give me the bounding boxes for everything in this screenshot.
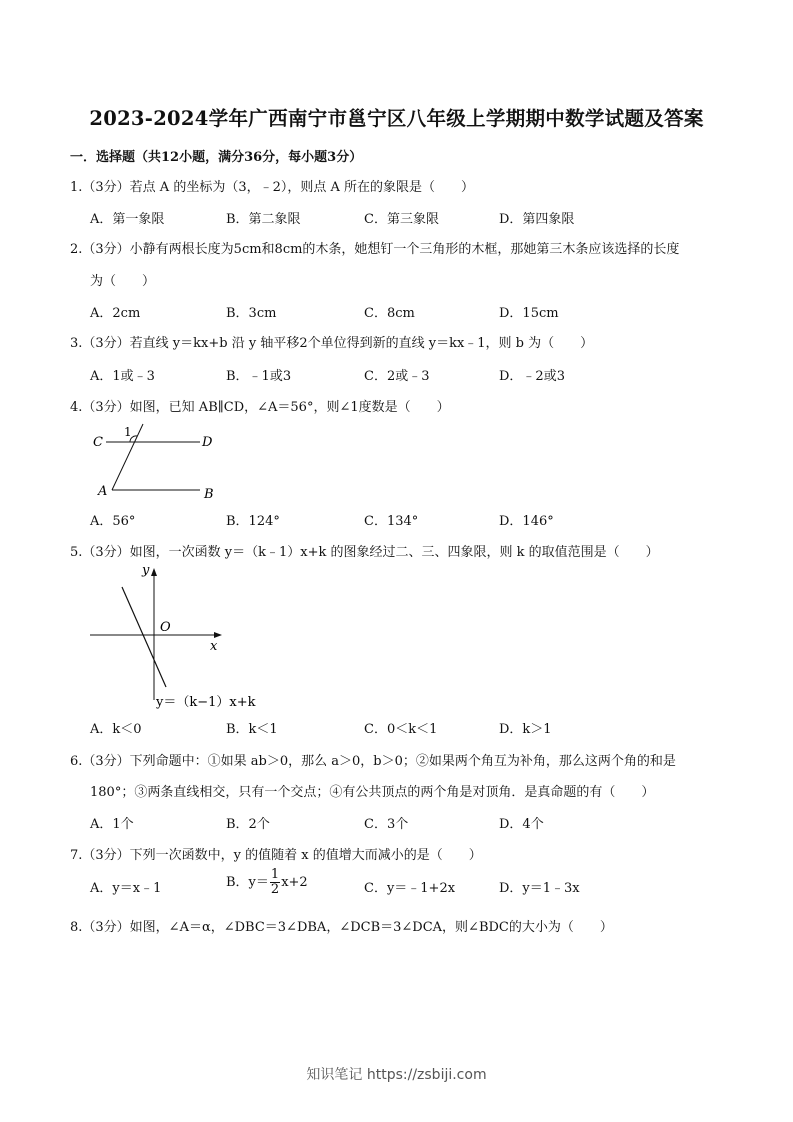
question-2-cont: 为（ ） [90, 274, 156, 289]
q3-option-b: B．﹣1或3 [226, 369, 292, 384]
q4-option-a: A．56° [90, 514, 136, 529]
q4-parallel-lines-figure [88, 422, 228, 504]
x-axis-arrow [214, 632, 222, 638]
q5-option-d: D．k＞1 [499, 722, 552, 737]
q2-option-d: D．15cm [499, 306, 559, 321]
label-1: 1 [124, 425, 132, 439]
q6-option-d: D．4个 [499, 817, 544, 832]
label-c: C [93, 435, 103, 450]
q1-option-c: C．第三象限 [364, 212, 439, 227]
q1-option-b: B．第二象限 [226, 212, 301, 227]
function-line [122, 587, 166, 687]
fraction [270, 868, 280, 897]
q1-option-a: A．第一象限 [90, 212, 165, 227]
q5-option-c: C．0＜k＜1 [364, 722, 438, 737]
q1-option-d: D．第四象限 [499, 212, 575, 227]
question-8: 8.（3分）如图，∠A＝α，∠DBC＝3∠DBA，∠DCB＝3∠DCA，则∠BDC的大小为（ ） [70, 920, 613, 935]
section-title: 一．选择题（共12小题，满分36分，每小题3分） [70, 150, 363, 165]
q7-option-b-prefix: B．y＝ [226, 875, 269, 890]
q5-option-a: A．k＜0 [90, 722, 142, 737]
label-y: y [142, 563, 150, 578]
fraction-numerator: 1 [270, 867, 280, 882]
question-4: 4.（3分）如图，已知 AB∥CD，∠A＝56°，则∠1度数是（ ） [70, 400, 450, 415]
y-axis-arrow [151, 568, 157, 576]
q6-option-a: A．1个 [90, 817, 134, 832]
q5-function-graph-figure [88, 560, 278, 710]
footer-watermark: 知识笔记 https://zsbiji.com [306, 1067, 487, 1083]
question-5: 5.（3分）如图，一次函数 y＝（k﹣1）x+k 的图象经过二、三、四象限，则 k 的取值范围是（ ） [70, 545, 659, 560]
question-3: 3.（3分）若直线 y＝kx+b 沿 y 轴平移2个单位得到新的直线 y＝kx﹣1，则 b 为（ ） [70, 336, 594, 351]
q3-option-c: C．2或﹣3 [364, 369, 430, 384]
q3-option-d: D．﹣2或3 [499, 369, 565, 384]
q4-option-c: C．134° [364, 514, 419, 529]
q2-option-c: C．8cm [364, 306, 415, 321]
label-a: A [98, 484, 108, 499]
fraction-denominator: 2 [270, 882, 280, 897]
q7-option-b-tail: x+2 [281, 875, 308, 890]
q4-option-d: D．146° [499, 514, 554, 529]
q7-option-b [226, 868, 308, 897]
q7-option-c: C．y＝﹣1+2x [364, 881, 456, 896]
q7-option-a: A．y＝x﹣1 [90, 881, 162, 896]
q3-option-a: A．1或﹣3 [90, 369, 155, 384]
label-b: B [204, 487, 214, 502]
label-origin: O [160, 620, 171, 635]
q7-option-d: D．y＝1﹣3x [499, 881, 580, 896]
q2-option-b: B．3cm [226, 306, 277, 321]
question-6-cont: 180°；③两条直线相交，只有一个交点；④有公共顶点的两个角是对顶角．是真命题的有（ ） [90, 785, 655, 800]
q4-option-b: B．124° [226, 514, 280, 529]
question-6: 6.（3分）下列命题中：①如果 ab＞0，那么 a＞0，b＞0；②如果两个角互为补角，那么这两个角的和是 [70, 754, 676, 769]
q2-option-a: A．2cm [90, 306, 141, 321]
q6-option-b: B．2个 [226, 817, 270, 832]
question-2: 2.（3分）小静有两根长度为5cm和8cm的木条，她想钉一个三角形的木框，那她第三木条应该选择的长度 [70, 242, 680, 257]
function-label: y＝（k−1）x+k [156, 695, 256, 710]
label-x: x [210, 639, 218, 654]
q6-option-c: C．3个 [364, 817, 409, 832]
question-7: 7.（3分）下列一次函数中，y 的值随着 x 的值增大而减小的是（ ） [70, 848, 482, 863]
q5-option-b: B．k＜1 [226, 722, 278, 737]
question-1: 1.（3分）若点 A 的坐标为（3，﹣2），则点 A 所在的象限是（ ） [70, 180, 475, 195]
label-d: D [202, 435, 213, 450]
page-title: 2023-2024学年广西南宁市邕宁区八年级上学期期中数学试题及答案 [89, 107, 704, 130]
